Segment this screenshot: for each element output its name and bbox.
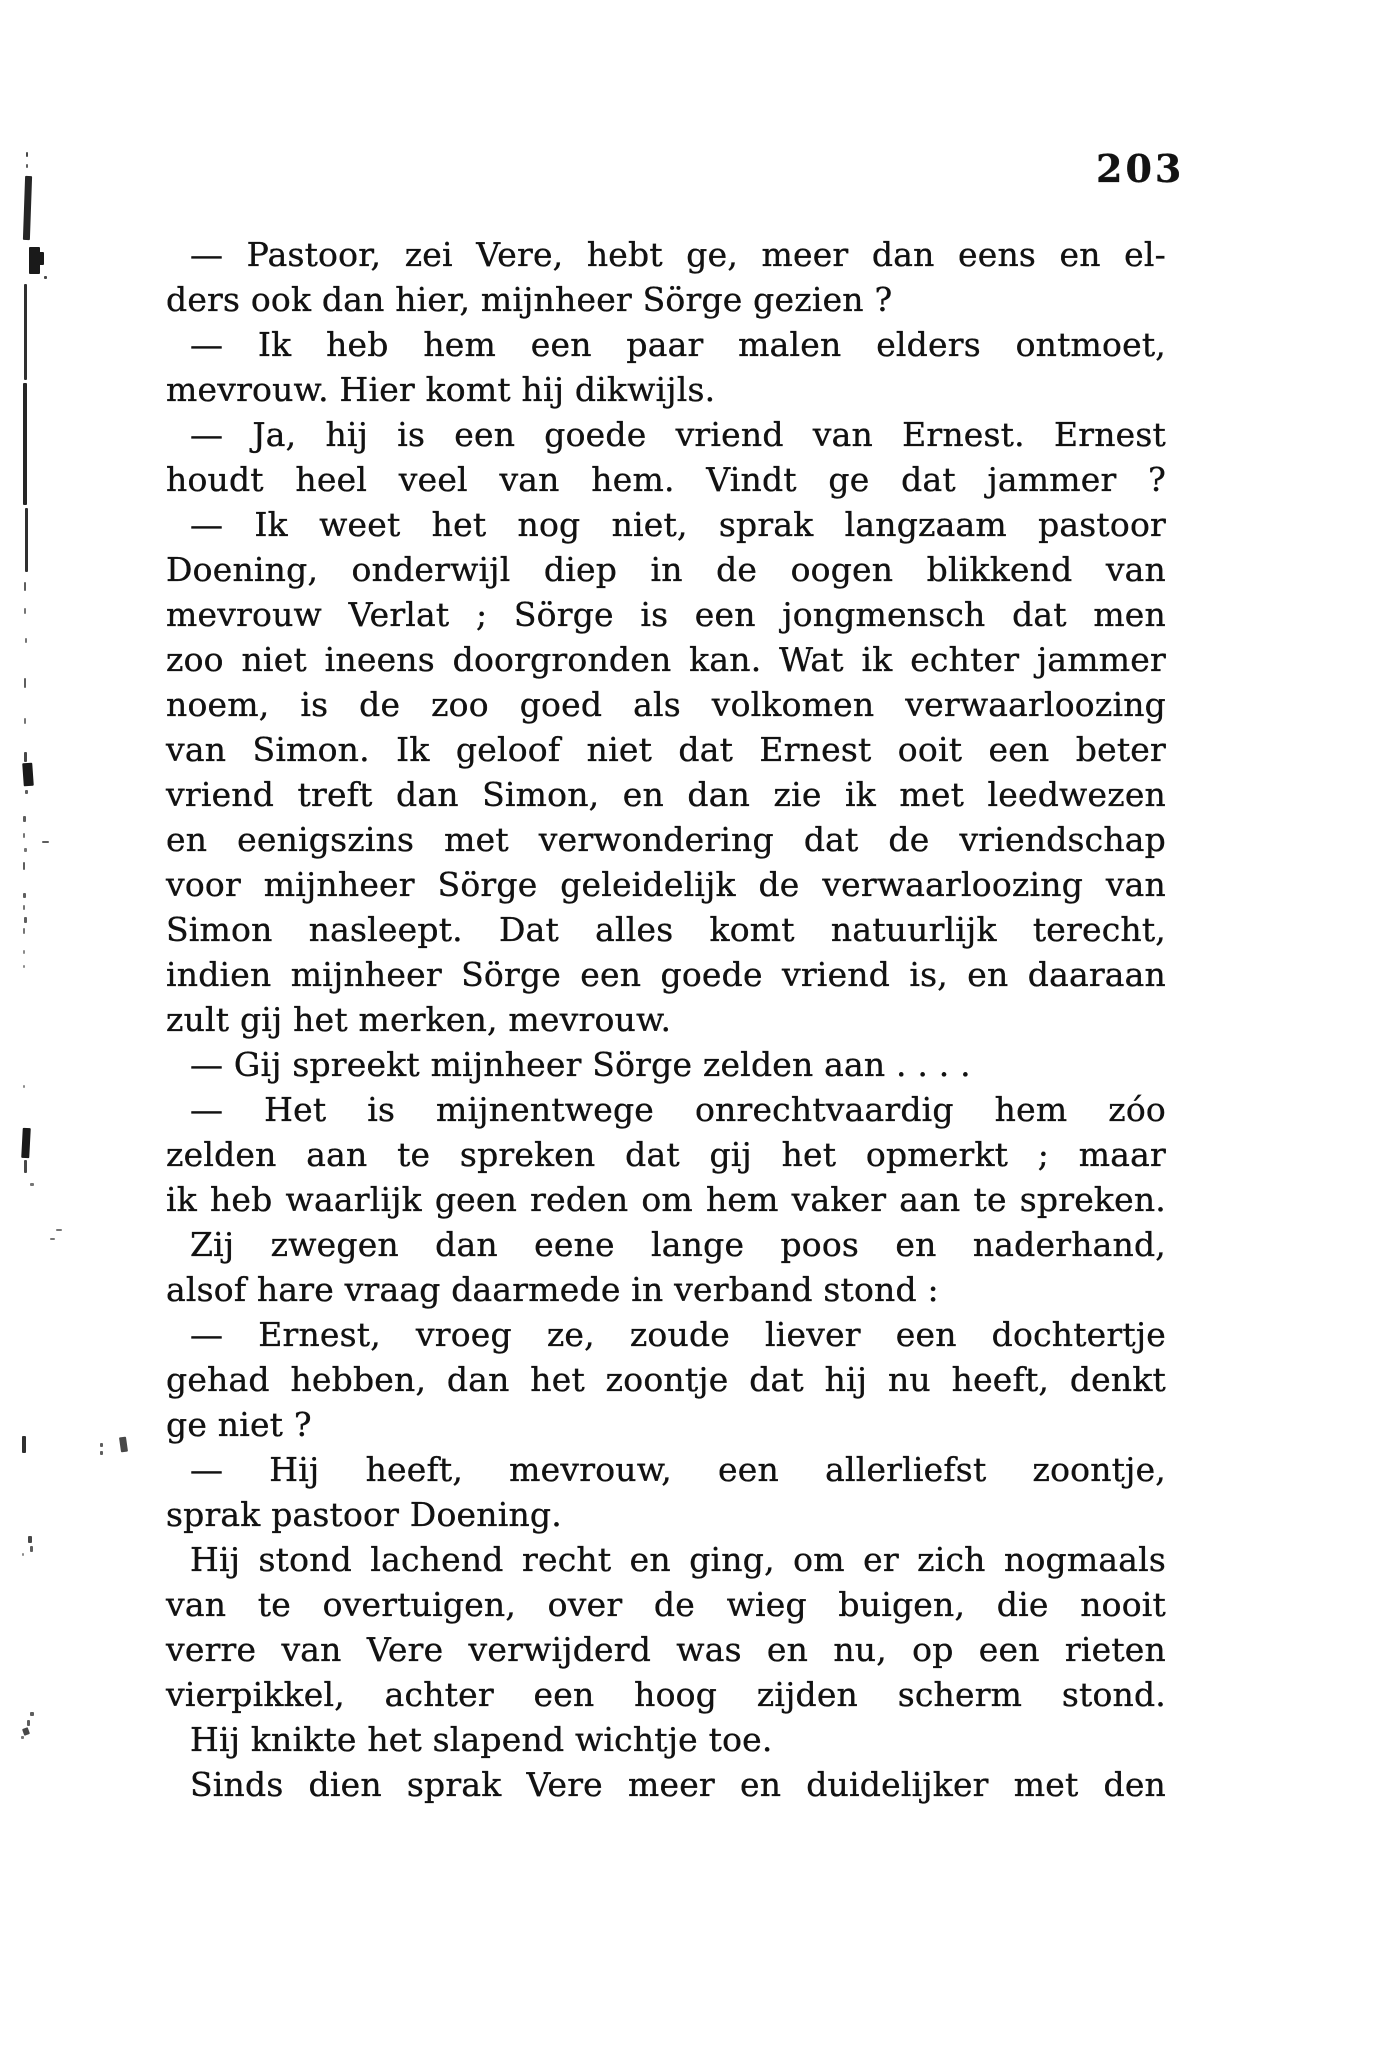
scan-artifact-mark <box>50 1238 55 1240</box>
text-line: indien mijnheer Sörge een goede vriend is, en daaraan <box>166 955 1166 994</box>
scan-artifact-mark <box>23 176 32 240</box>
scan-artifact-mark <box>24 752 27 762</box>
scan-artifact-mark <box>23 965 25 968</box>
text-line: gehad hebben, dan het zoontje dat hij nu heeft, denkt <box>166 1360 1166 1399</box>
scan-artifact-mark <box>100 1443 103 1447</box>
text-line: ik heb waarlijk geen reden om hem vaker aan te spreken. <box>166 1180 1166 1219</box>
text-line: — Het is mijnentwege onrechtvaardig hem zóo <box>190 1090 1166 1129</box>
text-line: van Simon. Ik geloof niet dat Ernest ooit een beter <box>166 730 1166 769</box>
text-line: ders ook dan hier, mijnheer Sörge gezien ? <box>166 280 893 319</box>
text-line: alsof hare vraag daarmede in verband stond : <box>166 1270 939 1309</box>
scan-artifact-mark <box>25 790 28 794</box>
scan-artifact-mark <box>56 1229 62 1231</box>
scan-artifact-mark <box>30 1183 34 1186</box>
text-line: zult gij het merken, mevrouw. <box>166 1000 672 1039</box>
scan-artifact-mark <box>24 848 27 852</box>
text-line: Sinds dien sprak Vere meer en duidelijker met den <box>190 1765 1166 1804</box>
scan-artifact-mark <box>42 841 49 843</box>
text-line: vierpikkel, achter een hoog zijden scherm stond. <box>166 1675 1166 1714</box>
text-line: Simon nasleept. Dat alles komt natuurlijk terecht, <box>166 910 1166 949</box>
text-line: — Ik heb hem een paar malen elders ontmoet, <box>190 325 1166 364</box>
scan-artifact-mark <box>100 1451 103 1455</box>
scan-artifact-mark <box>26 164 28 168</box>
text-line: vriend treft dan Simon, en dan zie ik met leedwezen <box>166 775 1166 814</box>
scan-artifact-mark <box>24 284 27 380</box>
text-line: zelden aan te spreken dat gij het opmerkt ; maar <box>166 1135 1166 1174</box>
scan-artifact-mark <box>23 950 25 954</box>
scan-artifact-mark <box>30 1712 34 1716</box>
scan-artifact-mark <box>23 383 27 505</box>
scan-artifact-mark <box>24 608 26 614</box>
text-line: voor mijnheer Sörge geleidelijk de verwaarloozing van <box>166 865 1166 904</box>
scan-artifact-mark <box>23 833 25 838</box>
scan-artifact-mark <box>30 1546 33 1552</box>
text-line: Hij stond lachend recht en ging, om er zich nogmaals <box>190 1540 1166 1579</box>
text-line: noem, is de zoo goed als volkomen verwaarloozing <box>166 685 1166 724</box>
scan-artifact-mark <box>24 678 26 688</box>
text-line: — Gij spreekt mijnheer Sörge zelden aan . . . . <box>190 1045 971 1084</box>
scan-artifact-mark <box>23 893 26 898</box>
text-line: houdt heel veel van hem. Vindt ge dat jammer ? <box>166 460 1166 499</box>
text-line: — Hij heeft, mevrouw, een allerliefst zoontje, <box>190 1450 1166 1489</box>
text-line: Doening, onderwijl diep in de oogen blikkend van <box>166 550 1166 589</box>
scan-artifact-mark <box>22 1553 24 1556</box>
scan-artifact-mark <box>24 718 26 724</box>
scan-artifact-mark <box>23 816 26 822</box>
scan-artifact-mark <box>22 1727 30 1736</box>
scan-artifact-mark <box>24 582 26 591</box>
text-line: ge niet ? <box>166 1405 312 1444</box>
scan-artifact-mark <box>23 928 25 934</box>
text-line: verre van Vere verwijderd was en nu, op een rieten <box>166 1630 1166 1669</box>
text-line: — Ja, hij is een goede vriend van Ernest. Ernest <box>190 415 1166 454</box>
scan-artifact-mark <box>38 252 44 265</box>
scan-artifact-mark <box>25 638 27 643</box>
text-line: zoo niet ineens doorgronden kan. Wat ik echter jammer <box>166 640 1166 679</box>
text-line: mevrouw Verlat ; Sörge is een jongmensch dat men <box>166 595 1166 634</box>
scan-artifact-mark <box>23 1085 25 1088</box>
page-number: 203 <box>1096 146 1185 191</box>
text-line: Zij zwegen dan eene lange poos en naderhand, <box>190 1225 1166 1264</box>
text-line: sprak pastoor Doening. <box>166 1495 562 1534</box>
scan-artifact-mark <box>22 763 34 787</box>
scan-artifact-mark <box>26 152 28 157</box>
scan-artifact-mark <box>24 917 27 923</box>
scan-artifact-mark <box>23 905 25 910</box>
scan-artifact-mark <box>28 1536 32 1543</box>
scan-artifact-mark <box>23 862 25 870</box>
scan-artifact-mark <box>119 1437 128 1453</box>
scan-artifact-mark <box>21 1128 31 1158</box>
scan-artifact-mark <box>25 508 28 572</box>
text-line: — Ernest, vroeg ze, zoude liever een dochtertje <box>190 1315 1166 1354</box>
scan-artifact-mark <box>22 1436 26 1453</box>
scan-artifact-mark <box>21 1736 24 1739</box>
text-line: en eenigszins met verwondering dat de vriendschap <box>166 820 1166 859</box>
scan-artifact-mark <box>44 276 47 279</box>
text-line: — Ik weet het nog niet, sprak langzaam pastoor <box>190 505 1166 544</box>
text-line: — Pastoor, zei Vere, hebt ge, meer dan eens en el- <box>190 235 1166 274</box>
text-line: van te overtuigen, over de wieg buigen, die nooit <box>166 1585 1166 1624</box>
scan-artifact-mark <box>24 1160 27 1173</box>
text-line: mevrouw. Hier komt hij dikwijls. <box>166 370 716 409</box>
text-line: Hij knikte het slapend wichtje toe. <box>190 1720 773 1759</box>
page-text <box>166 232 1166 1807</box>
scan-artifact-mark <box>27 1720 30 1726</box>
